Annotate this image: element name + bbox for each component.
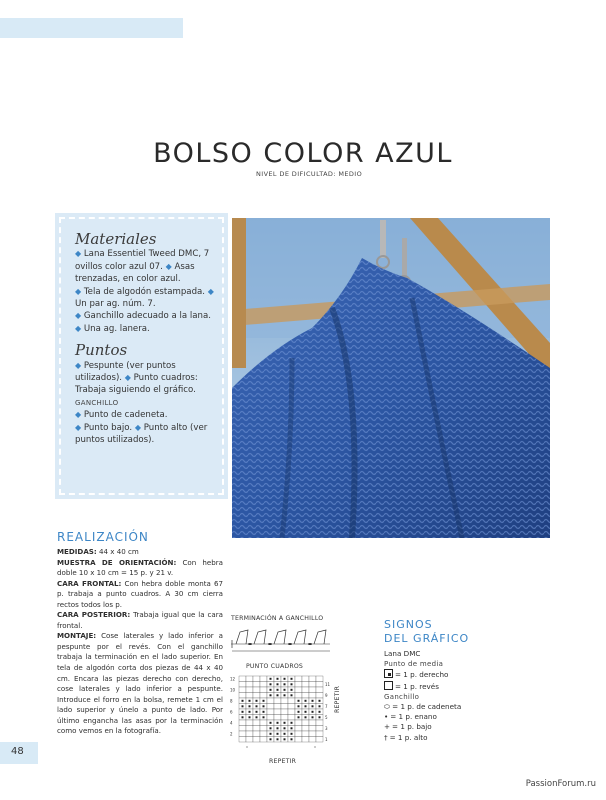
grid-cell — [316, 693, 323, 699]
ganchillo-label: GANCHILLO — [75, 398, 119, 407]
row-number-right: 7 — [325, 704, 328, 709]
grid-cell-mark — [284, 678, 286, 680]
grid-cell-mark — [291, 722, 293, 724]
grid-cell — [316, 720, 323, 726]
diamond-bullet-icon: ◆ — [75, 286, 82, 296]
realizacion-paragraph: CARA FRONTAL: Con hebra doble monta 67 p. trabaja a punto cuadros. A 30 cm cierra rectos todos los p. — [57, 578, 224, 609]
grid-cell — [260, 682, 267, 688]
grid-cell-mark — [277, 694, 279, 696]
materials-list — [75, 248, 215, 335]
grid-cell — [253, 693, 260, 699]
materials-box — [59, 217, 224, 495]
grid-cell-mark — [242, 716, 244, 718]
puntos-item: Punto bajo. — [83, 422, 133, 433]
materials-item: Un par ag. núm. 7. — [75, 299, 156, 310]
grid-cell-mark — [263, 700, 265, 702]
punto-cuadros-label: PUNTO CUADROS — [246, 663, 304, 670]
grid-cell — [246, 682, 253, 688]
diamond-bullet-icon: ◆ — [165, 261, 172, 271]
grid-cell-mark — [298, 705, 300, 707]
crochet-edging-diagram — [230, 626, 332, 654]
grid-cell — [281, 704, 288, 710]
repetir-side-label: REPETIR — [334, 685, 341, 713]
row-number-left: 8 — [230, 698, 233, 704]
grid-cell — [288, 709, 295, 715]
materials-item: Tela de algodón estampada. — [83, 286, 206, 297]
grid-cell-mark — [256, 700, 258, 702]
grid-cell — [246, 726, 253, 732]
realizacion-paragraph: CARA POSTERIOR: Trabaja igual que la cara frontal. — [57, 610, 223, 630]
page-title: BOLSO COLOR AZUL — [153, 138, 453, 169]
grid-cell — [316, 676, 323, 682]
grid-cell — [274, 698, 281, 704]
grid-cell — [267, 709, 274, 715]
grid-cell — [274, 709, 281, 715]
grid-cell-mark — [291, 738, 293, 740]
grid-cell — [239, 687, 246, 693]
grid-cell-mark — [277, 733, 279, 735]
row-number-right: 1 — [325, 737, 328, 742]
grid-cell-mark — [284, 694, 286, 696]
grid-cell-mark — [270, 733, 272, 735]
grid-cell-mark — [291, 689, 293, 691]
grid-cell — [295, 720, 302, 726]
puntos-item: Punto cuadros: Trabaja siguiendo el gráfico. — [75, 373, 198, 396]
grid-cell — [288, 698, 295, 704]
grid-cell — [309, 693, 316, 699]
diamond-bullet-icon: ◆ — [75, 311, 82, 321]
punto-media-label: Punto de media — [384, 660, 444, 669]
grid-cell — [246, 720, 253, 726]
grid-cell-mark — [305, 700, 307, 702]
grid-cell — [281, 698, 288, 704]
chain-stitch-symbol-icon: ⬭ — [384, 702, 391, 712]
grid-cell — [295, 726, 302, 732]
grid-cell — [316, 726, 323, 732]
ganchillo-signos-label: Ganchillo — [384, 692, 420, 701]
grid-cell — [316, 731, 323, 737]
grid-cell-mark — [305, 711, 307, 713]
grid-cell — [316, 737, 323, 743]
puntos-item: Pespunte (ver puntos utilizados). — [75, 360, 176, 384]
realizacion-paragraph: MUESTRA DE ORIENTACIÓN: Con hebra doble 10 x 10 cm = 15 p. y 21 v. — [57, 557, 223, 578]
row-number-left: 10 — [230, 687, 236, 693]
grid-cell — [253, 731, 260, 737]
slip-stitch-symbol-icon: • — [384, 712, 389, 722]
grid-cell-mark — [277, 738, 279, 740]
row-number-right: 9 — [325, 693, 328, 698]
grid-cell-mark — [291, 683, 293, 685]
realizacion-heading: REALIZACIÓN — [57, 530, 149, 544]
grid-cell — [253, 726, 260, 732]
grid-cell-mark — [270, 738, 272, 740]
grid-cell — [260, 687, 267, 693]
grid-cell — [309, 720, 316, 726]
grid-cell-mark — [256, 705, 258, 707]
grid-cell — [246, 731, 253, 737]
terminacion-label: TERMINACIÓN A GANCHILLO — [231, 615, 324, 622]
materials-item: Ganchillo adecuado a la lana. — [83, 311, 211, 322]
grid-cell — [260, 720, 267, 726]
diamond-bullet-icon: ◆ — [207, 286, 214, 296]
grid-cell — [309, 682, 316, 688]
diamond-bullet-icon: ◆ — [75, 410, 82, 420]
grid-cell — [302, 693, 309, 699]
grid-cell — [253, 720, 260, 726]
row-number-left: 2 — [230, 731, 233, 737]
double-crochet-symbol-icon: † — [384, 732, 388, 742]
grid-cell — [253, 676, 260, 682]
grid-cell-mark — [249, 711, 251, 713]
signos-list — [384, 649, 504, 743]
grid-cell-mark — [305, 705, 307, 707]
grid-cell — [295, 676, 302, 682]
punto-cuadros-chart — [229, 672, 333, 748]
row-number-left: 4 — [230, 720, 233, 726]
grid-cell — [239, 731, 246, 737]
grid-cell — [302, 687, 309, 693]
grid-cell-mark — [319, 716, 321, 718]
row-number-left: 12 — [230, 676, 236, 682]
grid-cell — [274, 704, 281, 710]
materials-item: Lana Essentiel Tweed DMC, 7 ovillos color azul 07. — [75, 249, 210, 272]
grid-cell-mark — [298, 711, 300, 713]
grid-cell-mark — [256, 716, 258, 718]
grid-cell-mark — [256, 711, 258, 713]
grid-cell — [260, 693, 267, 699]
grid-cell — [267, 698, 274, 704]
grid-cell-mark — [270, 727, 272, 729]
grid-cell-mark — [242, 705, 244, 707]
grid-cell-mark — [277, 727, 279, 729]
grid-cell — [239, 720, 246, 726]
row-number-left: 6 — [230, 709, 233, 715]
grid-cell — [253, 737, 260, 743]
grid-cell-mark — [242, 711, 244, 713]
grid-cell-mark — [284, 689, 286, 691]
grid-cell — [302, 682, 309, 688]
grid-cell-mark — [277, 689, 279, 691]
grid-cell — [281, 715, 288, 721]
grid-cell-mark — [263, 705, 265, 707]
grid-cell-mark — [312, 705, 314, 707]
grid-cell-mark — [270, 694, 272, 696]
grid-cell — [246, 676, 253, 682]
bag-photo — [232, 218, 550, 538]
grid-cell-mark — [249, 705, 251, 707]
page-number: 48 — [11, 746, 24, 757]
grid-cell-mark — [305, 716, 307, 718]
repetir-bottom-label: REPETIR — [269, 758, 297, 765]
grid-cell-mark — [277, 683, 279, 685]
grid-cell-mark — [298, 716, 300, 718]
grid-cell — [309, 731, 316, 737]
grid-cell-mark — [291, 694, 293, 696]
grid-cell — [309, 676, 316, 682]
grid-cell-mark — [291, 733, 293, 735]
knit-stitch-symbol-icon — [384, 669, 393, 678]
grid-cell — [302, 737, 309, 743]
grid-cell — [309, 687, 316, 693]
grid-cell — [267, 715, 274, 721]
grid-cell-mark — [277, 678, 279, 680]
grid-cell-mark — [319, 711, 321, 713]
realizacion-body — [57, 547, 223, 737]
grid-cell-mark — [270, 683, 272, 685]
grid-cell — [316, 682, 323, 688]
grid-cell — [274, 715, 281, 721]
grid-cell-mark — [298, 700, 300, 702]
grid-cell-mark — [291, 727, 293, 729]
grid-cell-mark — [249, 716, 251, 718]
puntos-item: Punto alto (ver puntos utilizados). — [75, 422, 208, 446]
grid-cell — [295, 693, 302, 699]
grid-cell — [260, 726, 267, 732]
puntos-item: Punto de cadeneta. — [83, 410, 168, 421]
grid-cell-mark — [242, 700, 244, 702]
grid-cell-mark — [249, 700, 251, 702]
difficulty-level: NIVEL DE DIFICULTAD: MEDIO — [256, 170, 363, 178]
grid-cell-mark — [319, 700, 321, 702]
grid-cell — [309, 737, 316, 743]
row-number-right: 3 — [325, 726, 328, 731]
grid-cell-mark — [284, 727, 286, 729]
signo-row: ⬭ = 1 p. de cadeneta — [384, 702, 462, 712]
puntos-list — [75, 360, 215, 447]
grid-cell — [239, 682, 246, 688]
grid-cell — [239, 726, 246, 732]
grid-cell-mark — [263, 711, 265, 713]
grid-cell — [267, 704, 274, 710]
materials-heading: Materiales — [75, 230, 157, 248]
grid-cell — [239, 676, 246, 682]
grid-cell — [309, 726, 316, 732]
watermark: PassionForum.ru — [525, 779, 596, 789]
signo-row: = 1 p. revés — [384, 681, 504, 692]
lana-label: Lana DMC — [384, 649, 421, 658]
diamond-bullet-icon: ◆ — [75, 323, 82, 333]
grid-cell-mark — [270, 722, 272, 724]
grid-cell-mark — [263, 716, 265, 718]
diamond-bullet-icon: ◆ — [75, 249, 82, 259]
diamond-bullet-icon: ◆ — [75, 422, 82, 432]
row-number-right: 5 — [325, 715, 328, 720]
grid-cell-mark — [284, 683, 286, 685]
materials-item: Asas trenzadas, en color azul. — [75, 261, 195, 285]
grid-cell-mark — [277, 722, 279, 724]
grid-cell — [288, 715, 295, 721]
row-number-right: 11 — [325, 682, 331, 687]
diamond-bullet-icon: ◆ — [75, 360, 82, 370]
materials-item: Una ag. lanera. — [83, 323, 150, 334]
diamond-bullet-icon: ◆ — [134, 422, 142, 432]
diamond-bullet-icon: ◆ — [124, 373, 131, 383]
grid-cell — [302, 720, 309, 726]
grid-cell-mark — [270, 678, 272, 680]
grid-cell — [302, 676, 309, 682]
signo-row: = 1 p. derecho — [384, 669, 504, 680]
grid-cell — [260, 737, 267, 743]
grid-cell — [260, 676, 267, 682]
grid-cell — [295, 731, 302, 737]
realizacion-paragraph: MONTAJE: Cose laterales y lado inferior a pespunte por el revés. Con el ganchillo trabaja la terminación en el lado superior. En tela de algodón corta dos piezas de 44 x 40 cm. Encara las piezas derecho con derecho, cose laterales y lado inferior a pespunte. Introduce el forro en la bolsa, remete 1 cm el lado superior y únelo a punto de lado. Por último engancha las asas por la terminación como vemos en la fotografía. — [57, 631, 223, 736]
grid-cell-mark — [270, 689, 272, 691]
grid-cell-mark — [312, 700, 314, 702]
signo-row: + = 1 p. bajo — [384, 722, 432, 732]
grid-cell — [302, 731, 309, 737]
grid-cell-mark — [312, 711, 314, 713]
grid-cell — [239, 693, 246, 699]
grid-cell-mark — [319, 705, 321, 707]
grid-cell — [246, 693, 253, 699]
grid-cell — [288, 704, 295, 710]
grid-cell — [246, 737, 253, 743]
grid-cell-mark — [291, 678, 293, 680]
realizacion-paragraph: MEDIDAS: 44 x 40 cm — [57, 547, 139, 556]
signos-heading: SIGNOS DEL GRÁFICO — [384, 618, 470, 645]
grid-cell — [246, 687, 253, 693]
stitch-grid — [229, 672, 333, 748]
grid-cell — [253, 682, 260, 688]
grid-cell-mark — [284, 738, 286, 740]
signo-row: † = 1 p. alto — [384, 732, 428, 742]
grid-cell — [253, 687, 260, 693]
signo-row: • = 1 p. enano — [384, 712, 437, 722]
grid-cell-mark — [284, 733, 286, 735]
purl-stitch-symbol-icon — [384, 681, 393, 690]
puntos-heading: Puntos — [75, 341, 128, 360]
grid-cell — [295, 687, 302, 693]
single-crochet-symbol-icon: + — [384, 722, 391, 732]
grid-cell — [239, 737, 246, 743]
grid-cell — [295, 682, 302, 688]
grid-cell-mark — [312, 716, 314, 718]
grid-cell — [281, 709, 288, 715]
grid-cell — [302, 726, 309, 732]
grid-cell — [295, 737, 302, 743]
repeat-bracket — [247, 746, 315, 748]
grid-cell — [316, 687, 323, 693]
grid-cell — [260, 731, 267, 737]
header-color-band — [0, 18, 183, 38]
grid-cell-mark — [284, 722, 286, 724]
